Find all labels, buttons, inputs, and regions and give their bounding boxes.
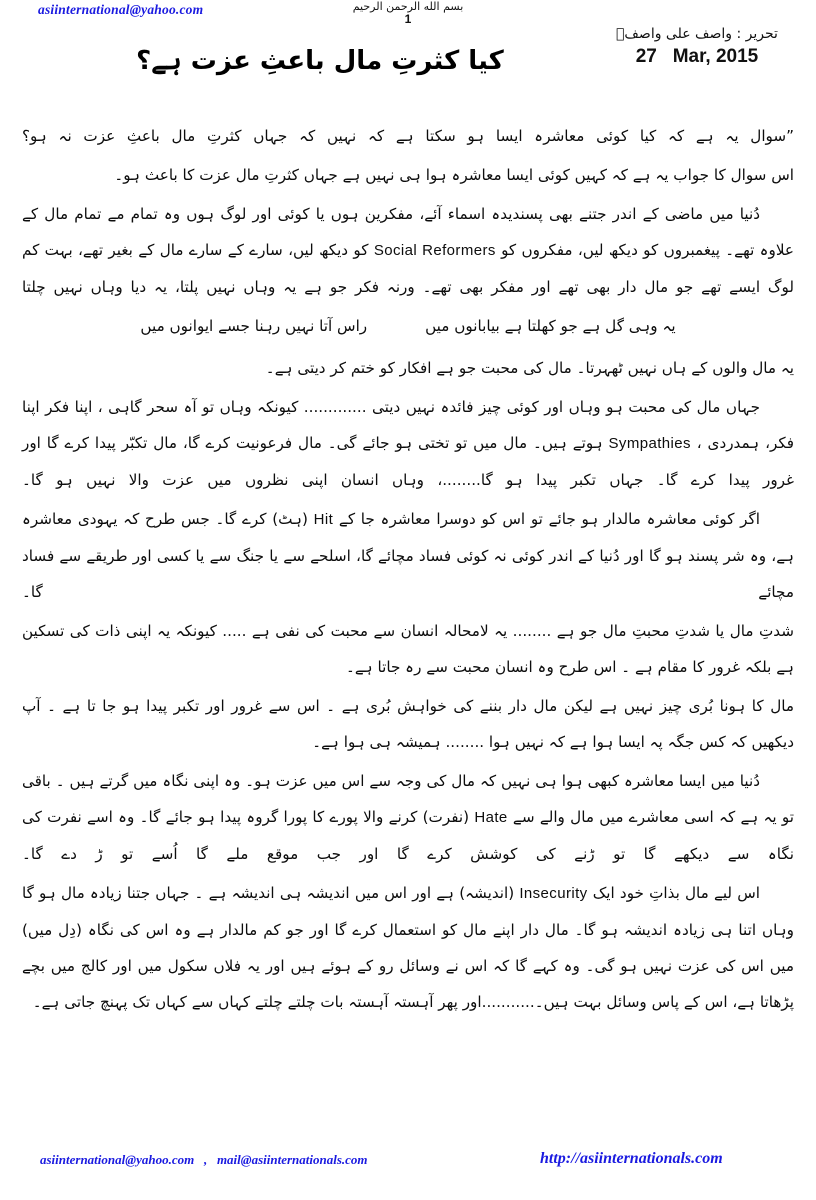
couplet-line-2: راس آتا نہیں رہنا جسے ایوانوں میں xyxy=(140,317,368,335)
paragraph-6-text-a: اگر کوئی معاشرہ مالدار ہو جائے تو اس کو دوسرا معاشرہ جا کے xyxy=(333,510,760,528)
paragraph-4: یہ مال والوں کے ہاں نہیں ٹھہرتا۔ مال کی محبت جو ہے افکار کو ختم کر دیتی ہے۔ xyxy=(265,359,794,377)
header-email[interactable]: asiinternational@yahoo.com xyxy=(38,2,204,17)
page-footer xyxy=(0,1152,816,1174)
paragraph-6 xyxy=(22,501,794,610)
footer-emails[interactable]: asiinternational@yahoo.com , mail@asiinternationals.com xyxy=(40,1152,368,1167)
paragraph-5-text-a: جہاں مال کی محبت ہو وہاں اور کوئی چیز فائدہ نہیں دیتی ............. کیونکہ وہاں تو آہ سحر گاہی ، اپنا فکر اپنا فکر، ہمدردی ، xyxy=(22,398,795,452)
paragraph-10-text-a: اس لیے مال بذاتِ خود ایک xyxy=(587,884,760,902)
paragraph-2: اس سوال کا جواب یہ ہے کہ کہیں کوئی ایسا معاشرہ ہوا ہی نہیں ہے جہاں کثرتِ مال عزت کا باعث ہو۔ xyxy=(114,166,794,184)
page-title: کیا کثرتِ مال باعثِ عزت ہے؟ xyxy=(136,46,504,76)
paragraph-9 xyxy=(22,763,794,872)
bismillah-block xyxy=(0,1,816,25)
term-social-reformers: Social Reformers xyxy=(373,242,496,259)
paragraph-10 xyxy=(22,875,794,1020)
term-hate: Hate xyxy=(474,809,508,826)
bismillah-text: بسم الله الرحمن الرحيم xyxy=(352,0,464,13)
paragraph-7: شدتِ مال یا شدتِ محبتِ مال جو ہے ........ یہ لامحالہ انسان سے محبت کی نفی ہے ..... کیونکہ یہ اپنی ذات کی تسکین ہے بلکہ غرور کا مقام ہے ۔ اس طرح وہ انسان محبت سے رہ جاتا ہے۔ xyxy=(22,622,794,676)
paragraph-1: ”سوال یہ ہے کہ کیا کوئی معاشرہ ایسا ہو سکتا ہے کہ نہیں کہ جہاں کثرتِ مال باعثِ عزت نہ ہو؟ xyxy=(22,127,794,145)
term-insecurity: Insecurity xyxy=(519,885,588,902)
paragraph-5 xyxy=(22,389,794,498)
paragraph-3 xyxy=(22,196,794,305)
paragraph-6-text-b: (ہٹ) کرے گا۔ جس طرح کہ یہودی معاشرہ ہے، وہ شر پسند ہو گا اور دُنیا کے اندر کوئی نہ کوئی فساد مچائے گا، اسلحے سے یا جنگ سے یا کسی اور طریقے سے فساد مچائے گا۔ xyxy=(22,510,794,601)
footer-website-link[interactable]: http://asiinternationals.com xyxy=(540,1150,723,1167)
paragraph-5-text-b: ہوتے ہیں۔ مال میں تو تختی ہو جائے گی۔ مال فرعونیت کرے گا، مال تکبّر پیدا کرے گا اور غرور پیدا کرے گا۔ جہاں تکبر پیدا ہو گا........، وہاں انسان اپنی نظروں میں عزت والا نہیں ہو گا۔ xyxy=(22,434,794,489)
page-number: 1 xyxy=(404,11,412,26)
paragraph-9-text-a: دُنیا میں ایسا معاشرہ کبھی ہوا ہی نہیں کہ مال کی وجہ سے اس میں عزت ہو۔ وہ اپنی نگاہ میں گرتے ہیں ۔ باقی تو یہ ہے کہ اسی معاشرے میں مال والے سے xyxy=(22,772,794,826)
paragraph-8: مال کا ہونا بُری چیز نہیں ہے لیکن مال دار بننے کی خواہش بُری ہے ۔ اس سے غرور اور تکبر پیدا ہو جا تا ہے ۔ آپ دیکھیں کہ کس جگہ پہ ایسا ہوا ہے کہ نہیں ہوا ........ ہمیشہ ہی ہوا ہے۔ xyxy=(22,697,794,751)
paragraph-9-text-b: (نفرت) کرنے والا پورے کا پورا گروہ پیدا ہو جائے گا۔ وہ اسے نفرت کی نگاہ سے دیکھے گا تو ڑنے کی کوشش کرے گا اور جب موقع ملے گا اُسے تو ڑ دے گا۔ xyxy=(22,808,794,863)
paragraph-10-text-b: (اندیشہ) ہے اور اس میں اندیشہ ہی اندیشہ ہے ۔ جہاں جتنا زیادہ مال ہو گا وہاں اتنا ہی زیادہ اندیشہ ہو گا۔ مال دار اپنے مال کو استعمال کرے گا اور جو کم مالدار ہے وہ اس کی نگاہ (دِل میں) میں اس کی عزت نہیں ہو گی۔ وہ کہے گا کہ اس نے وسائل رو کے ہوئے ہیں اور یہ فلاں سکول میں اور کالج میں بچے پڑھاتا ہے، اس کے پاس وسائل بہت ہیں۔...........اور پھر آہستہ آہستہ بات چلتے چلتے کہاں سے کہاں تک پہنچ جاتی ہے۔ xyxy=(22,884,794,1011)
term-hit: Hit xyxy=(313,511,334,528)
paragraph-3-text-a: دُنیا میں ماضی کے اندر جتنے بھی پسندیدہ اسماء آئے، مفکرین ہوں یا کوئی اور لوگ ہوں وہ تمام مے تمام مال کے علاوہ تھے۔ پیغمبروں کو دیکھ لیں، مفکروں کو xyxy=(22,205,794,259)
poetry-couplet xyxy=(22,308,794,344)
paragraph-3-text-b: کو دیکھ لیں، سارے کے سارے مال کے بغیر تھے، بہت کم لوگ ایسے تھے جو مال دار بھی تھے اور مفکر بھی تھے۔ ورنہ فکر جو ہے یہ وہاں نہیں پلتا، یہ دیا وہاں نہیں چلتا xyxy=(22,241,794,296)
term-sympathies: Sympathies xyxy=(608,435,691,452)
couplet-line-1: یہ وہی گل ہے جو کھلتا ہے بیابانوں میں xyxy=(425,317,676,335)
publication-date: 27 Mar, 2015 xyxy=(635,45,759,67)
author-line: تحریر : واصف علی واصفؒ xyxy=(616,26,778,42)
article-body xyxy=(22,118,794,1023)
